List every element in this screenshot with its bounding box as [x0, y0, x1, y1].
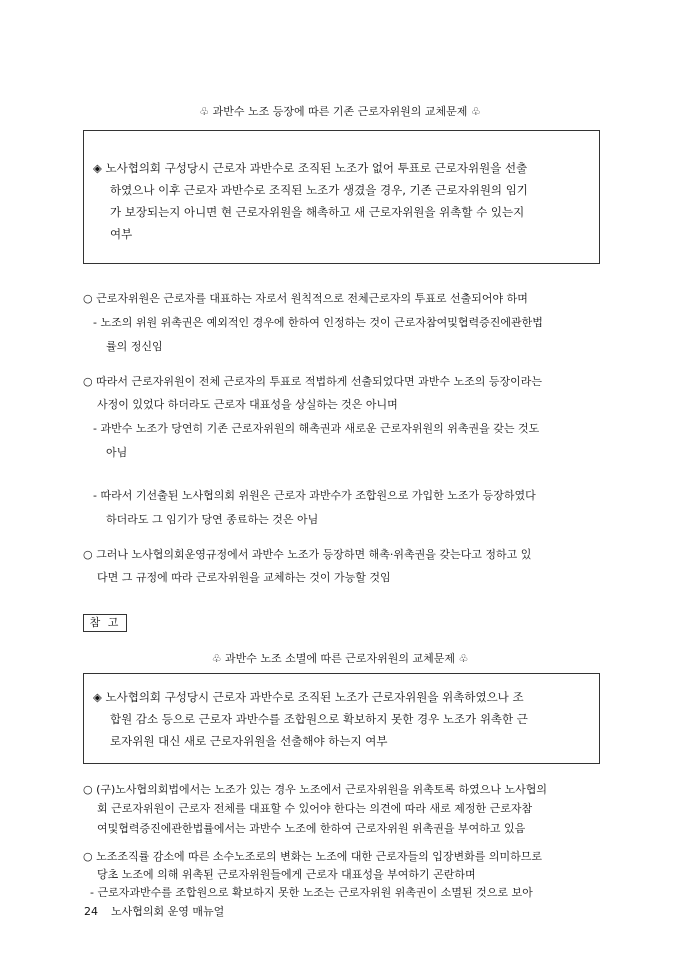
- page-number: 24: [84, 905, 98, 918]
- answer-line: - 과반수 노조가 당연히 기존 근로자위원의 해촉권과 새로운 근로자위원의 위촉권을 갖는 것도: [93, 422, 540, 435]
- answer-line: - 근로자과반수를 조합원으로 확보하지 못한 노조는 근로자위원 위촉권이 소멸된 것으로 보아: [90, 886, 533, 899]
- question-line: 로자위원 대신 새로 근로자위원을 선출해야 하는지 여부: [110, 734, 388, 748]
- question-line: ◈ 노사협의회 구성당시 근로자 과반수로 조직된 노조가 근로자위원을 위촉하였으나 조: [93, 690, 524, 704]
- answer-line: - 노조의 위원 위촉권은 예외적인 경우에 한하여 인정하는 것이 근로자참여및협력증진에관한법: [93, 316, 543, 329]
- answer-line: ○ 근로자위원은 근로자를 대표하는 자로서 원칙적으로 전체근로자의 투표로 선출되어야 하며: [83, 292, 528, 305]
- answer-line: 여및협력증진에관한법률에서는 과반수 노조에 한하여 근로자위원 위촉권을 부여하고 있음: [97, 822, 526, 835]
- answer-line: - 따라서 기선출된 노사협의회 위원은 근로자 과반수가 조합원으로 가입한 노조가 등장하였다: [93, 489, 536, 502]
- footer: [84, 903, 224, 919]
- manual-title: 노사협의회 운영 매뉴얼: [111, 905, 225, 918]
- answer-line: 아님: [106, 446, 128, 459]
- question-line: 하였으나 이후 근로자 과반수로 조직된 노조가 생겼을 경우, 기존 근로자위원의 임기: [110, 183, 528, 197]
- section2-title: ♧ 과반수 노조 소멸에 따른 근로자위원의 교체문제 ♧: [211, 652, 469, 665]
- reference-label: 참 고: [83, 614, 127, 632]
- answer-line: 사정이 있었다 하더라도 근로자 대표성을 상실하는 것은 아니며: [97, 398, 398, 411]
- answer-line: 률의 정신임: [106, 340, 163, 353]
- question-line: ◈ 노사협의회 구성당시 근로자 과반수로 조직된 노조가 없어 투표로 근로자위원을 선출: [93, 161, 528, 175]
- question-line: 합원 감소 등으로 근로자 과반수를 조합원으로 확보하지 못한 경우 노조가 위촉한 근: [110, 712, 528, 726]
- answer-line: ○ (구)노사협의회법에서는 노조가 있는 경우 노조에서 근로자위원을 위촉토록 하였으나 노사협의: [83, 783, 548, 796]
- answer-line: ○ 그러나 노사협의회운영규정에서 과반수 노조가 등장하면 해촉·위촉권을 갖는다고 정하고 있: [83, 548, 532, 561]
- answer-line: 하더라도 그 임기가 당연 종료하는 것은 아님: [106, 513, 319, 526]
- answer-line: 다면 그 규정에 따라 근로자위원을 교체하는 것이 가능할 것임: [97, 571, 391, 584]
- answer-line: 회 근로자위원이 근로자 전체를 대표할 수 있어야 한다는 의견에 따라 새로 제정한 근로자참: [97, 802, 533, 815]
- answer-line: ○ 노조조직률 감소에 따른 소수노조로의 변화는 노조에 대한 근로자들의 입장변화를 의미하므로: [83, 850, 542, 863]
- section1-title: ♧ 과반수 노조 등장에 따른 기존 근로자위원의 교체문제 ♧: [199, 105, 481, 118]
- question-line: 가 보장되는지 아니면 현 근로자위원을 해촉하고 새 근로자위원을 위촉할 수 있는지: [110, 205, 525, 219]
- answer-line: 당초 노조에 의해 위촉된 근로자위원들에게 근로자 대표성을 부여하기 곤란하며: [97, 868, 476, 881]
- answer-line: ○ 따라서 근로자위원이 전체 근로자의 투표로 적법하게 선출되었다면 과반수 노조의 등장이라는: [83, 375, 542, 388]
- question-line: 여부: [110, 227, 133, 241]
